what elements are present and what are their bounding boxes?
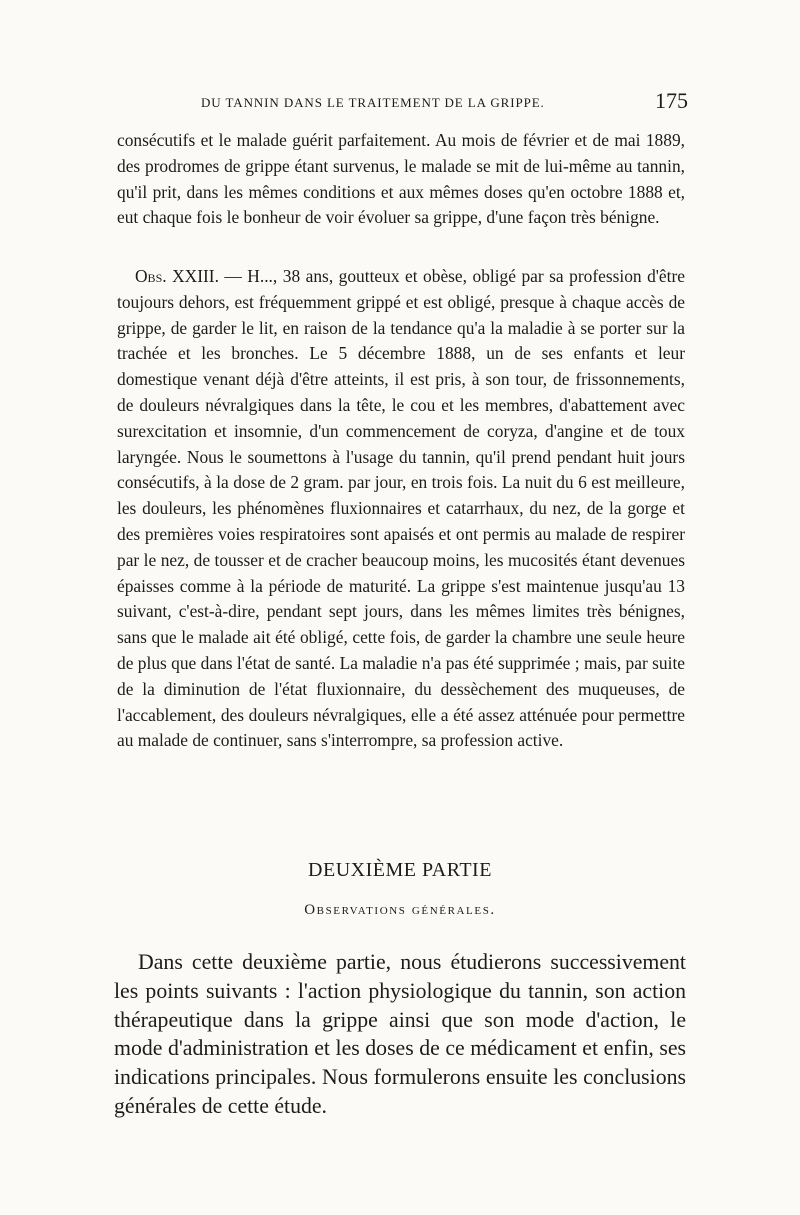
observation-label: Obs. XXIII. xyxy=(135,266,219,286)
section-title: Observations générales. xyxy=(304,902,496,918)
page-header xyxy=(113,88,688,118)
part-intro-paragraph: Dans cette deuxième partie, nous étudierons successivement les points suivants : l'action physiologique du tannin, son action thérapeutique dans la grippe ainsi que son mode d'action, le mode d'administration et les doses de ce médicament et enfin, ses indications principales. Nous formulerons ensuite les conclusions générales de cette étude. xyxy=(114,950,686,1118)
part-title: DEUXIÈME PARTIE xyxy=(308,859,492,881)
page-number: 175 xyxy=(655,88,688,113)
continuation-paragraph: consécutifs et le malade guérit parfaitement. Au mois de février et de mai 1889, des prodromes de grippe étant survenus, le malade se mit de lui-même au tannin, qu'il prit, dans les mêmes conditions et aux mêmes doses qu'en octobre 1888 et, eut chaque fois le bonheur de voir évoluer sa grippe, d'une façon très bénigne. xyxy=(117,130,685,228)
observation-paragraph xyxy=(117,264,685,754)
running-title: DU TANNIN DANS LE TRAITEMENT DE LA GRIPPE. xyxy=(201,95,545,110)
observation-text: — H..., 38 ans, goutteux et obèse, obligé par sa profession d'être toujours dehors, est fréquemment grippé et est obligé, presque à chaque accès de grippe, de garder le lit, en raison de la tendance qu'a la maladie à se porter sur la trachée et les bronches. Le 5 décembre 1888, un de ses enfants et leur domestique venant déjà d'être atteints, il est pris, à son tour, de frissonnements, de douleurs névralgiques dans la tête, le cou et les membres, d'abattement avec surexcitation et insomnie, d'un commencement de coryza, d'angine et de toux laryngée. Nous le soumettons à l'usage du tannin, qu'il prend pendant huit jours consécutifs, à la dose de 2 gram. par jour, en trois fois. La nuit du 6 est meilleure, les douleurs, les phénomènes fluxionnaires et catarrhaux, du nez, de la gorge et des premières voies respiratoires sont apaisés et ont permis au malade de respirer par le nez, de tousser et de cracher beaucoup moins, les mucosités étant devenues épaisses comme à la période de maturité. La grippe s'est maintenue jusqu'au 13 suivant, c'est-à-dire, pendant sept jours, dans les mêmes limites très bénignes, sans que le malade ait été obligé, cette fois, de garder la chambre une seule heure de plus que dans l'état de santé. La maladie n'a pas été supprimée ; mais, par suite de la diminution de l'état fluxionnaire, du dessèchement des muqueuses, de l'accablement, des douleurs névralgiques, elle a été assez atténuée pour permettre au malade de continuer, sans s'interrompre, sa profession active. xyxy=(117,266,685,751)
